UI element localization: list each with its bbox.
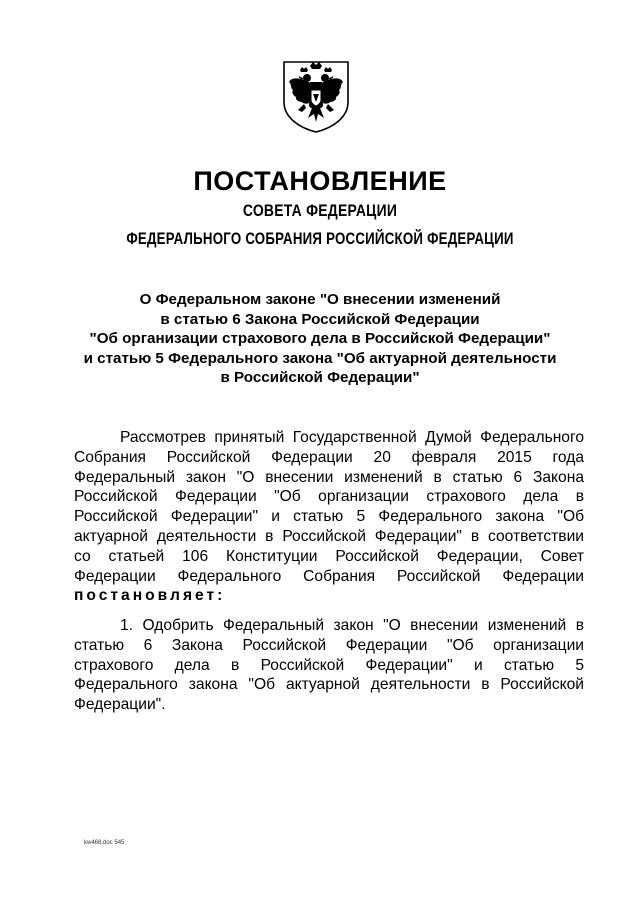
- paragraph-line: статью 6 Закона Российской Федерации "Об организации: [74, 636, 584, 654]
- heading-line: и статью 5 Федерального закона "Об актуарной деятельности: [83, 349, 557, 367]
- paragraph-line: со статьей 106 Конституции Российской Федерации, Совет: [74, 547, 584, 565]
- heading-line: в Российской Федерации": [220, 369, 420, 386]
- paragraph-line: Российской Федерации" и статью 5 Федерального закона "Об: [74, 508, 584, 526]
- coat-of-arms-icon: [276, 56, 356, 136]
- paragraph-line: Рассмотрев принятый Государственной Думой Федерального: [120, 429, 584, 446]
- paragraph-line: Российской Федерации "Об организации страхового дела в: [74, 488, 584, 506]
- heading-line: "Об организации страхового дела в Российской Федерации": [89, 330, 551, 347]
- paragraph-line: страхового дела в Российской Федерации" и статью 5: [74, 656, 584, 674]
- paragraph-1: [74, 428, 584, 606]
- paragraph-line: Федерации Федерального Собрания Российской Федерации: [74, 567, 584, 585]
- resolution-verb: постановляет:: [74, 587, 226, 605]
- document-subtitle-line1: СОВЕТА ФЕДЕРАЦИИ: [242, 201, 398, 220]
- document-code: kw468.doc 545: [84, 840, 125, 846]
- heading-line: О Федеральном законе "О внесении изменений: [139, 291, 501, 308]
- paragraph-line: Федерации".: [74, 696, 166, 714]
- heading-line: в статью 6 Закона Российской Федерации: [160, 310, 480, 328]
- paragraph-line: Собрания Российской Федерации 20 февраля 2015 года: [74, 448, 584, 466]
- document-title: ПОСТАНОВЛЕНИЕ: [193, 166, 447, 196]
- document-subtitle-line2: ФЕДЕРАЛЬНОГО СОБРАНИЯ РОССИЙСКОЙ ФЕДЕРАЦИИ: [126, 229, 514, 248]
- paragraph-line: актуарной деятельности в Российской Федерации" в соответствии: [74, 527, 584, 545]
- paragraph-2: [74, 616, 584, 715]
- resolution-heading: [60, 290, 580, 388]
- paragraph-line: Федерального закона "Об актуарной деятельности в Российской: [74, 676, 584, 694]
- paragraph-line: 1. Одобрить Федеральный закон "О внесении изменений в: [120, 617, 584, 634]
- paragraph-line: Федеральный закон "О внесении изменений в статью 6 Закона: [74, 468, 584, 486]
